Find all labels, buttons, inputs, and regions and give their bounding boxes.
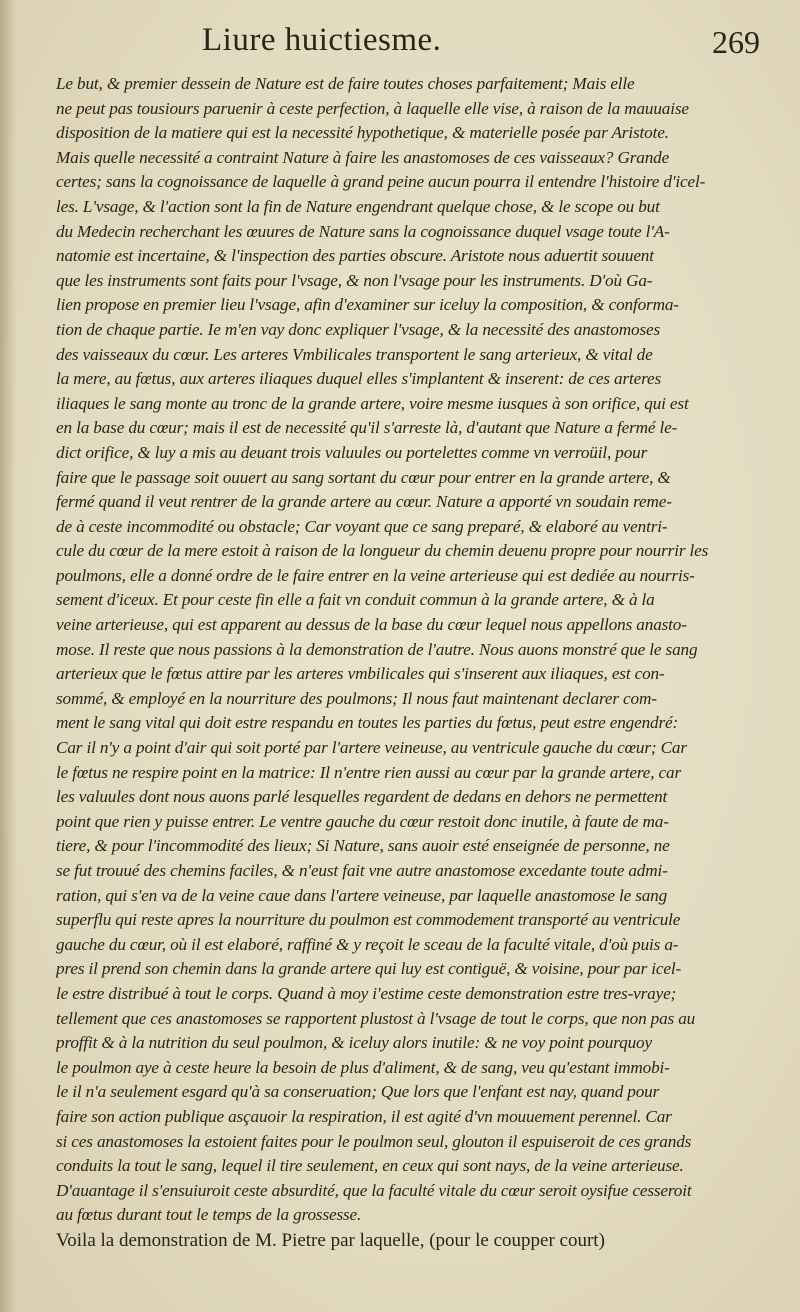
text-line: cule du cœur de la mere estoit à raison de la longueur du chemin deuenu propre pour nourrir les xyxy=(56,541,709,561)
text-line: arterieux que le fœtus attire par les arteres vmbilicales qui s'inserent aux iliaques, est con- xyxy=(56,664,665,684)
text-line: certes; sans la cognoissance de laquelle à grand peine aucun pourra il entendre l'histoire d'icel- xyxy=(56,172,706,192)
text-line: que les instruments sont faits pour l'vsage, & non l'vsage pour les instruments. D'où Ga- xyxy=(56,270,653,290)
text-line: le il n'a seulement esgard qu'à sa conseruation; Que lors que l'enfant est nay, quand pour xyxy=(56,1082,660,1102)
text-line: veine arterieuse, qui est apparent au dessus de la base du cœur lequel nous appellons anasto- xyxy=(56,615,687,635)
text-line: les valuules dont nous auons parlé lesquelles regardent de dedans en dehors ne permettent xyxy=(56,787,668,807)
body-text xyxy=(56,72,746,1254)
text-line: le estre distribué à tout le corps. Quand à moy i'estime ceste demonstration estre tres-vraye; xyxy=(56,983,677,1003)
text-line: lien propose en premier lieu l'vsage, afin d'examiner sur iceluy la composition, & conforma- xyxy=(56,295,679,315)
text-line: sommé, & employé en la nourriture des poulmons; Il nous faut maintenant declarer com- xyxy=(56,688,657,708)
page-header xyxy=(60,22,760,62)
text-line: faire son action publique asçauoir la respiration, il est agité d'vn mouuement perennel. Car xyxy=(56,1106,672,1126)
text-line: point que rien y puisse entrer. Le ventre gauche du cœur restoit donc inutile, à faute de ma- xyxy=(56,811,669,831)
text-line: Mais quelle necessité a contraint Nature à faire les anastomoses de ces vaisseaux? Grande xyxy=(56,147,670,167)
text-line: au fœtus durant tout le temps de la grossesse. xyxy=(56,1205,362,1225)
text-line: superflu qui reste apres la nourriture du poulmon est commodement transporté au ventricule xyxy=(56,910,681,930)
text-line: natomie est incertaine, & l'inspection des parties obscure. Aristote nous aduertit souuent xyxy=(56,246,654,266)
text-line: conduits la tout le sang, lequel il tire seulement, en ceux qui sont nays, de la veine arterieuse. xyxy=(56,1156,684,1176)
text-line: disposition de la matiere qui est la necessité hypothetique, & materielle posée par Aristote. xyxy=(56,123,669,143)
text-line: ment le sang vital qui doit estre respandu en toutes les parties du fœtus, peut estre engendré: xyxy=(56,713,679,733)
text-line: faire que le passage soit ouuert au sang sortant du cœur pour entrer en la grande artere, & xyxy=(56,467,671,487)
text-line: en la base du cœur; mais il est de necessité qu'il s'arreste là, d'autant que Nature a fermé le- xyxy=(56,418,678,438)
text-line: sement d'iceux. Et pour ceste fin elle a fait vn conduit commun à la grande artere, & à la xyxy=(56,590,655,610)
text-line: des vaisseaux du cœur. Les arteres Vmbilicales transportent le sang arterieux, & vital de xyxy=(56,344,653,364)
text-line: les. L'vsage, & l'action sont la fin de Nature engendrant quelque chose, & le scope ou but xyxy=(56,196,660,216)
text-line: gauche du cœur, où il est elaboré, raffiné & y reçoit le sceau de la faculté vitale, d'où puis a- xyxy=(56,934,679,954)
text-line: ration, qui s'en va de la veine caue dans l'artere veineuse, par laquelle anastomose le sang xyxy=(56,885,668,905)
text-line: du Medecin recherchant les œuures de Nature sans la cognoissance duquel vsage toute l'A- xyxy=(56,221,670,241)
text-line: le poulmon aye à ceste heure la besoin de plus d'aliment, & de sang, veu qu'estant immobi- xyxy=(56,1057,670,1077)
text-line: proffit & à la nutrition du seul poulmon, & iceluy alors inutile: & ne voy point pourquoy xyxy=(56,1033,652,1053)
text-line: la mere, au fœtus, aux arteres iliaques duquel elles s'implantent & inserent: de ces arteres xyxy=(56,369,662,389)
text-line: tiere, & pour l'incommodité des lieux; Si Nature, sans auoir esté enseignée de personne, ne xyxy=(56,836,670,856)
text-line: tellement que ces anastomoses se rapportent plustost à l'vsage de tout le corps, que non pas au xyxy=(56,1008,696,1028)
text-line: dict orifice, & luy a mis au deuant trois valuules ou portelettes comme vn verroüil, pour xyxy=(56,442,648,462)
text-line: ne peut pas tousiours paruenir à ceste perfection, à laquelle elle vise, à raison de la mauuaise xyxy=(56,98,689,118)
text-line: tion de chaque partie. Ie m'en vay donc expliquer l'vsage, & la necessité des anastomoses xyxy=(56,319,660,339)
text-line: Car il n'y a point d'air qui soit porté par l'artere veineuse, au ventricule gauche du cœur; Car xyxy=(56,738,687,758)
text-line: D'auantage il s'ensuiuroit ceste absurdité, que la faculté vitale du cœur seroit oysifue cesseroit xyxy=(56,1180,692,1200)
text-line: poulmons, elle a donné ordre de le faire entrer en la veine arterieuse qui est dediée au nourris- xyxy=(56,565,695,585)
page-gutter-shadow xyxy=(0,0,16,1312)
page-number: 269 xyxy=(712,24,760,60)
text-line: le fœtus ne respire point en la matrice: Il n'entre rien aussi au cœur par la grande artere, car xyxy=(56,762,681,782)
text-line: se fut trouué des chemins faciles, & n'eust fait vne autre anastomose excedante toute admi- xyxy=(56,861,668,880)
text-line: mose. Il reste que nous passions à la demonstration de l'autre. Nous auons monstré que le sang xyxy=(56,639,698,659)
text-line: Le but, & premier dessein de Nature est de faire toutes choses parfaitement; Mais elle xyxy=(56,74,635,93)
text-line: Voila la demonstration de M. Pietre par laquelle, (pour le coupper court) xyxy=(56,1229,605,1251)
text-line: iliaques le sang monte au tronc de la grande artere, voire mesme iusques à son orifice, qui est xyxy=(56,393,689,413)
running-head: Liure huictiesme. xyxy=(202,22,442,58)
text-line: de à ceste incommodité ou obstacle; Car voyant que ce sang preparé, & elaboré au ventri- xyxy=(56,516,668,536)
text-line: si ces anastomoses la estoient faites pour le poulmon seul, glouton il espuiseroit de ces grands xyxy=(56,1131,692,1151)
text-line: fermé quand il veut rentrer de la grande artere au cœur. Nature a apporté vn soudain reme- xyxy=(56,492,672,512)
text-line: pres il prend son chemin dans la grande artere qui luy est contiguë, & voisine, pour par icel- xyxy=(56,959,682,979)
